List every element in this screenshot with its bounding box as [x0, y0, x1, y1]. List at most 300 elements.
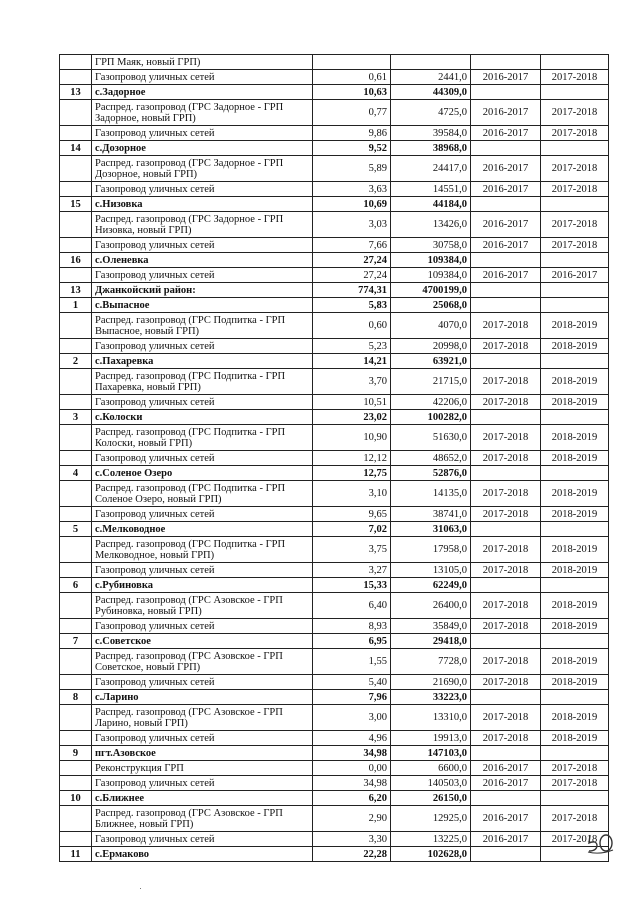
row-years-1: 2017-2018 [471, 451, 541, 466]
row-name: ГРП Маяк, новый ГРП) [92, 55, 313, 70]
row-length: 1,55 [313, 649, 391, 675]
row-number: 4 [60, 466, 92, 481]
gas-pipeline-table [59, 54, 609, 862]
row-cost: 12925,0 [391, 806, 471, 832]
row-name: с.Низовка [92, 197, 313, 212]
row-cost: 13310,0 [391, 705, 471, 731]
row-years-2 [541, 283, 609, 298]
row-length: 0,00 [313, 761, 391, 776]
row-name: с.Пахаревка [92, 354, 313, 369]
row-years-2 [541, 410, 609, 425]
row-name: с.Дозорное [92, 141, 313, 156]
row-years-1: 2017-2018 [471, 619, 541, 634]
row-cost [391, 55, 471, 70]
table-row [60, 212, 609, 238]
row-length: 6,20 [313, 791, 391, 806]
row-name: Распред. газопровод (ГРС Подпитка - ГРП Колоски, новый ГРП) [92, 425, 313, 451]
settlement-row [60, 354, 609, 369]
row-length: 0,61 [313, 70, 391, 85]
row-cost: 44309,0 [391, 85, 471, 100]
row-years-1: 2017-2018 [471, 507, 541, 522]
row-number [60, 268, 92, 283]
row-years-1: 2017-2018 [471, 339, 541, 354]
row-cost: 19913,0 [391, 731, 471, 746]
row-cost: 62249,0 [391, 578, 471, 593]
row-length: 10,69 [313, 197, 391, 212]
row-cost: 7728,0 [391, 649, 471, 675]
row-number [60, 832, 92, 847]
row-cost: 26150,0 [391, 791, 471, 806]
row-length: 8,93 [313, 619, 391, 634]
row-name: Газопровод уличных сетей [92, 832, 313, 847]
row-number [60, 761, 92, 776]
row-number [60, 563, 92, 578]
settlement-row [60, 466, 609, 481]
row-name: Газопровод уличных сетей [92, 182, 313, 197]
table-row [60, 619, 609, 634]
row-years-1: 2017-2018 [471, 537, 541, 563]
row-name: Джанкойский район: [92, 283, 313, 298]
table-row [60, 55, 609, 70]
row-length: 0,60 [313, 313, 391, 339]
row-length: 6,40 [313, 593, 391, 619]
row-years-2: 2018-2019 [541, 537, 609, 563]
row-years-2: 2018-2019 [541, 339, 609, 354]
row-number [60, 451, 92, 466]
row-years-2: 2018-2019 [541, 425, 609, 451]
row-years-2: 2017-2018 [541, 100, 609, 126]
table-row [60, 649, 609, 675]
row-cost: 42206,0 [391, 395, 471, 410]
row-years-1: 2016-2017 [471, 100, 541, 126]
row-years-2: 2018-2019 [541, 731, 609, 746]
row-years-1: 2016-2017 [471, 806, 541, 832]
row-years-1 [471, 298, 541, 313]
row-length: 3,10 [313, 481, 391, 507]
row-years-1 [471, 283, 541, 298]
row-cost: 29418,0 [391, 634, 471, 649]
row-years-1: 2016-2017 [471, 70, 541, 85]
row-years-2 [541, 85, 609, 100]
row-name: Распред. газопровод (ГРС Подпитка - ГРП Выпасное, новый ГРП) [92, 313, 313, 339]
table-row [60, 705, 609, 731]
row-years-2: 2018-2019 [541, 481, 609, 507]
table-row [60, 806, 609, 832]
row-years-1 [471, 746, 541, 761]
row-length: 3,70 [313, 369, 391, 395]
row-name: Распред. газопровод (ГРС Задорное - ГРП Задорное, новый ГРП) [92, 100, 313, 126]
row-length: 6,95 [313, 634, 391, 649]
row-name: Распред. газопровод (ГРС Азовское - ГРП Рубиновка, новый ГРП) [92, 593, 313, 619]
row-name: с.Выпасное [92, 298, 313, 313]
row-name: Распред. газопровод (ГРС Задорное - ГРП Дозорное, новый ГРП) [92, 156, 313, 182]
row-length: 9,65 [313, 507, 391, 522]
row-length: 10,63 [313, 85, 391, 100]
row-years-2: 2018-2019 [541, 451, 609, 466]
row-length: 5,83 [313, 298, 391, 313]
row-years-1 [471, 634, 541, 649]
row-cost: 20998,0 [391, 339, 471, 354]
row-years-2 [541, 634, 609, 649]
row-number [60, 537, 92, 563]
row-years-2 [541, 55, 609, 70]
row-length: 5,40 [313, 675, 391, 690]
table-row [60, 313, 609, 339]
row-number: 13 [60, 85, 92, 100]
table-row [60, 70, 609, 85]
row-name: с.Соленое Озеро [92, 466, 313, 481]
row-number [60, 619, 92, 634]
row-number [60, 339, 92, 354]
table-row [60, 537, 609, 563]
row-length: 7,96 [313, 690, 391, 705]
row-number: 11 [60, 847, 92, 862]
row-length: 5,23 [313, 339, 391, 354]
row-length: 0,77 [313, 100, 391, 126]
row-length: 3,03 [313, 212, 391, 238]
row-length [313, 55, 391, 70]
row-cost: 38968,0 [391, 141, 471, 156]
row-years-2 [541, 466, 609, 481]
row-years-1: 2017-2018 [471, 675, 541, 690]
row-years-2: 2018-2019 [541, 619, 609, 634]
row-years-2 [541, 298, 609, 313]
table-row [60, 156, 609, 182]
row-length: 7,66 [313, 238, 391, 253]
row-length: 27,24 [313, 253, 391, 268]
row-cost: 13105,0 [391, 563, 471, 578]
row-length: 34,98 [313, 746, 391, 761]
row-years-1: 2017-2018 [471, 563, 541, 578]
table-row [60, 481, 609, 507]
row-number [60, 806, 92, 832]
row-years-1: 2017-2018 [471, 369, 541, 395]
table-row [60, 563, 609, 578]
row-name: с.Ближнее [92, 791, 313, 806]
table-row [60, 761, 609, 776]
row-cost: 39584,0 [391, 126, 471, 141]
table-row [60, 369, 609, 395]
settlement-row [60, 298, 609, 313]
row-years-2 [541, 690, 609, 705]
row-name: Распред. газопровод (ГРС Азовское - ГРП Ближнее, новый ГРП) [92, 806, 313, 832]
page-number-handwritten [586, 832, 616, 854]
row-years-2: 2018-2019 [541, 313, 609, 339]
row-number: 6 [60, 578, 92, 593]
row-years-1 [471, 466, 541, 481]
table-row [60, 451, 609, 466]
row-years-2: 2017-2018 [541, 126, 609, 141]
row-name: Газопровод уличных сетей [92, 619, 313, 634]
settlement-row [60, 578, 609, 593]
settlement-row [60, 634, 609, 649]
settlement-row [60, 746, 609, 761]
row-name: с.Задорное [92, 85, 313, 100]
row-cost: 25068,0 [391, 298, 471, 313]
row-years-2 [541, 141, 609, 156]
row-years-1: 2016-2017 [471, 212, 541, 238]
row-years-2 [541, 791, 609, 806]
row-name: Распред. газопровод (ГРС Задорное - ГРП Низовка, новый ГРП) [92, 212, 313, 238]
row-years-1: 2017-2018 [471, 593, 541, 619]
row-years-1 [471, 55, 541, 70]
row-name: Газопровод уличных сетей [92, 339, 313, 354]
row-number: 10 [60, 791, 92, 806]
row-years-1: 2017-2018 [471, 731, 541, 746]
row-length: 3,30 [313, 832, 391, 847]
row-cost: 21715,0 [391, 369, 471, 395]
row-number [60, 675, 92, 690]
row-number [60, 55, 92, 70]
row-years-2 [541, 253, 609, 268]
row-years-2: 2016-2017 [541, 268, 609, 283]
row-cost: 13426,0 [391, 212, 471, 238]
row-years-1: 2016-2017 [471, 238, 541, 253]
row-years-2: 2017-2018 [541, 70, 609, 85]
row-length: 774,31 [313, 283, 391, 298]
row-years-1: 2017-2018 [471, 705, 541, 731]
scan-speck [140, 888, 141, 889]
table-row [60, 593, 609, 619]
row-number: 1 [60, 298, 92, 313]
row-years-2: 2018-2019 [541, 395, 609, 410]
row-length: 14,21 [313, 354, 391, 369]
settlement-row [60, 253, 609, 268]
row-years-2 [541, 197, 609, 212]
row-years-1: 2016-2017 [471, 832, 541, 847]
row-name: с.Советское [92, 634, 313, 649]
row-number [60, 70, 92, 85]
row-length: 4,96 [313, 731, 391, 746]
row-name: Газопровод уличных сетей [92, 731, 313, 746]
row-number [60, 182, 92, 197]
row-years-1 [471, 410, 541, 425]
row-number [60, 731, 92, 746]
row-years-1 [471, 578, 541, 593]
row-years-1: 2017-2018 [471, 313, 541, 339]
row-length: 7,02 [313, 522, 391, 537]
row-cost: 102628,0 [391, 847, 471, 862]
row-number [60, 481, 92, 507]
row-number: 3 [60, 410, 92, 425]
table-row [60, 832, 609, 847]
row-length: 3,00 [313, 705, 391, 731]
row-name: с.Ермаково [92, 847, 313, 862]
row-length: 10,90 [313, 425, 391, 451]
row-length: 9,86 [313, 126, 391, 141]
row-name: пгт.Азовское [92, 746, 313, 761]
row-number [60, 593, 92, 619]
row-cost: 13225,0 [391, 832, 471, 847]
row-name: с.Мелководное [92, 522, 313, 537]
settlement-row [60, 283, 609, 298]
row-cost: 2441,0 [391, 70, 471, 85]
row-cost: 52876,0 [391, 466, 471, 481]
row-years-1 [471, 791, 541, 806]
row-name: Газопровод уличных сетей [92, 395, 313, 410]
row-number: 16 [60, 253, 92, 268]
row-cost: 30758,0 [391, 238, 471, 253]
row-years-2 [541, 522, 609, 537]
row-name: Распред. газопровод (ГРС Подпитка - ГРП Соленое Озеро, новый ГРП) [92, 481, 313, 507]
row-years-2: 2018-2019 [541, 649, 609, 675]
settlement-row [60, 847, 609, 862]
row-years-1: 2016-2017 [471, 156, 541, 182]
row-number [60, 126, 92, 141]
row-cost: 14551,0 [391, 182, 471, 197]
row-length: 5,89 [313, 156, 391, 182]
row-years-1: 2016-2017 [471, 776, 541, 791]
row-years-2: 2017-2018 [541, 238, 609, 253]
settlement-row [60, 410, 609, 425]
row-number [60, 649, 92, 675]
row-name: Распред. газопровод (ГРС Азовское - ГРП Ларино, новый ГРП) [92, 705, 313, 731]
row-years-2 [541, 746, 609, 761]
row-cost: 147103,0 [391, 746, 471, 761]
row-name: с.Оленевка [92, 253, 313, 268]
row-years-1: 2017-2018 [471, 395, 541, 410]
row-years-2: 2018-2019 [541, 369, 609, 395]
row-years-2 [541, 578, 609, 593]
row-years-1: 2017-2018 [471, 425, 541, 451]
row-cost: 44184,0 [391, 197, 471, 212]
table-row [60, 126, 609, 141]
row-name: Газопровод уличных сетей [92, 563, 313, 578]
row-years-1 [471, 197, 541, 212]
row-cost: 26400,0 [391, 593, 471, 619]
row-number [60, 313, 92, 339]
row-number [60, 369, 92, 395]
row-name: Газопровод уличных сетей [92, 70, 313, 85]
table-row [60, 238, 609, 253]
row-cost: 109384,0 [391, 253, 471, 268]
row-years-2: 2018-2019 [541, 593, 609, 619]
row-name: Газопровод уличных сетей [92, 451, 313, 466]
table-row [60, 182, 609, 197]
row-years-1: 2016-2017 [471, 126, 541, 141]
row-length: 15,33 [313, 578, 391, 593]
row-years-2: 2018-2019 [541, 507, 609, 522]
row-cost: 31063,0 [391, 522, 471, 537]
row-years-1 [471, 253, 541, 268]
row-number [60, 507, 92, 522]
row-cost: 140503,0 [391, 776, 471, 791]
row-years-2: 2017-2018 [541, 212, 609, 238]
row-cost: 38741,0 [391, 507, 471, 522]
row-number [60, 425, 92, 451]
row-name: Газопровод уличных сетей [92, 238, 313, 253]
row-name: Газопровод уличных сетей [92, 507, 313, 522]
row-years-1 [471, 141, 541, 156]
row-cost: 4725,0 [391, 100, 471, 126]
row-number [60, 776, 92, 791]
row-years-1 [471, 522, 541, 537]
row-number: 8 [60, 690, 92, 705]
row-cost: 4700199,0 [391, 283, 471, 298]
row-length: 27,24 [313, 268, 391, 283]
settlement-row [60, 791, 609, 806]
row-cost: 14135,0 [391, 481, 471, 507]
row-name: с.Ларино [92, 690, 313, 705]
row-length: 3,27 [313, 563, 391, 578]
row-cost: 48652,0 [391, 451, 471, 466]
row-years-1: 2016-2017 [471, 182, 541, 197]
row-years-1 [471, 847, 541, 862]
row-cost: 21690,0 [391, 675, 471, 690]
row-length: 23,02 [313, 410, 391, 425]
row-years-1: 2016-2017 [471, 761, 541, 776]
settlement-row [60, 141, 609, 156]
row-years-2 [541, 354, 609, 369]
row-years-1 [471, 85, 541, 100]
row-years-1: 2017-2018 [471, 649, 541, 675]
row-number: 7 [60, 634, 92, 649]
row-years-2: 2017-2018 [541, 806, 609, 832]
row-cost: 17958,0 [391, 537, 471, 563]
row-years-2: 2017-2018 [541, 156, 609, 182]
row-length: 3,63 [313, 182, 391, 197]
row-number [60, 156, 92, 182]
table-row [60, 675, 609, 690]
row-years-2: 2018-2019 [541, 705, 609, 731]
table-row [60, 425, 609, 451]
row-years-1 [471, 690, 541, 705]
row-cost: 51630,0 [391, 425, 471, 451]
settlement-row [60, 690, 609, 705]
row-number [60, 100, 92, 126]
row-length: 10,51 [313, 395, 391, 410]
row-length: 12,75 [313, 466, 391, 481]
row-cost: 109384,0 [391, 268, 471, 283]
row-number [60, 238, 92, 253]
table-row [60, 776, 609, 791]
row-years-2: 2017-2018 [541, 182, 609, 197]
row-length: 12,12 [313, 451, 391, 466]
row-cost: 63921,0 [391, 354, 471, 369]
row-years-1: 2017-2018 [471, 481, 541, 507]
row-name: с.Рубиновка [92, 578, 313, 593]
table-row [60, 100, 609, 126]
row-name: Газопровод уличных сетей [92, 675, 313, 690]
row-name: Реконструкция ГРП [92, 761, 313, 776]
table-row [60, 339, 609, 354]
row-years-1 [471, 354, 541, 369]
table-row [60, 268, 609, 283]
row-cost: 100282,0 [391, 410, 471, 425]
row-number: 5 [60, 522, 92, 537]
table-row [60, 395, 609, 410]
table-row [60, 731, 609, 746]
row-name: Распред. газопровод (ГРС Азовское - ГРП Советское, новый ГРП) [92, 649, 313, 675]
row-length: 2,90 [313, 806, 391, 832]
row-years-2: 2018-2019 [541, 563, 609, 578]
row-name: Газопровод уличных сетей [92, 268, 313, 283]
row-cost: 35849,0 [391, 619, 471, 634]
row-number: 13 [60, 283, 92, 298]
row-number [60, 395, 92, 410]
settlement-row [60, 197, 609, 212]
row-length: 9,52 [313, 141, 391, 156]
row-name: Распред. газопровод (ГРС Подпитка - ГРП Мелководное, новый ГРП) [92, 537, 313, 563]
settlement-row [60, 522, 609, 537]
row-cost: 6600,0 [391, 761, 471, 776]
row-years-2: 2017-2018 [541, 761, 609, 776]
row-years-2: 2018-2019 [541, 675, 609, 690]
settlement-row [60, 85, 609, 100]
row-number: 14 [60, 141, 92, 156]
row-name: Газопровод уличных сетей [92, 126, 313, 141]
row-name: Распред. газопровод (ГРС Подпитка - ГРП Пахаревка, новый ГРП) [92, 369, 313, 395]
